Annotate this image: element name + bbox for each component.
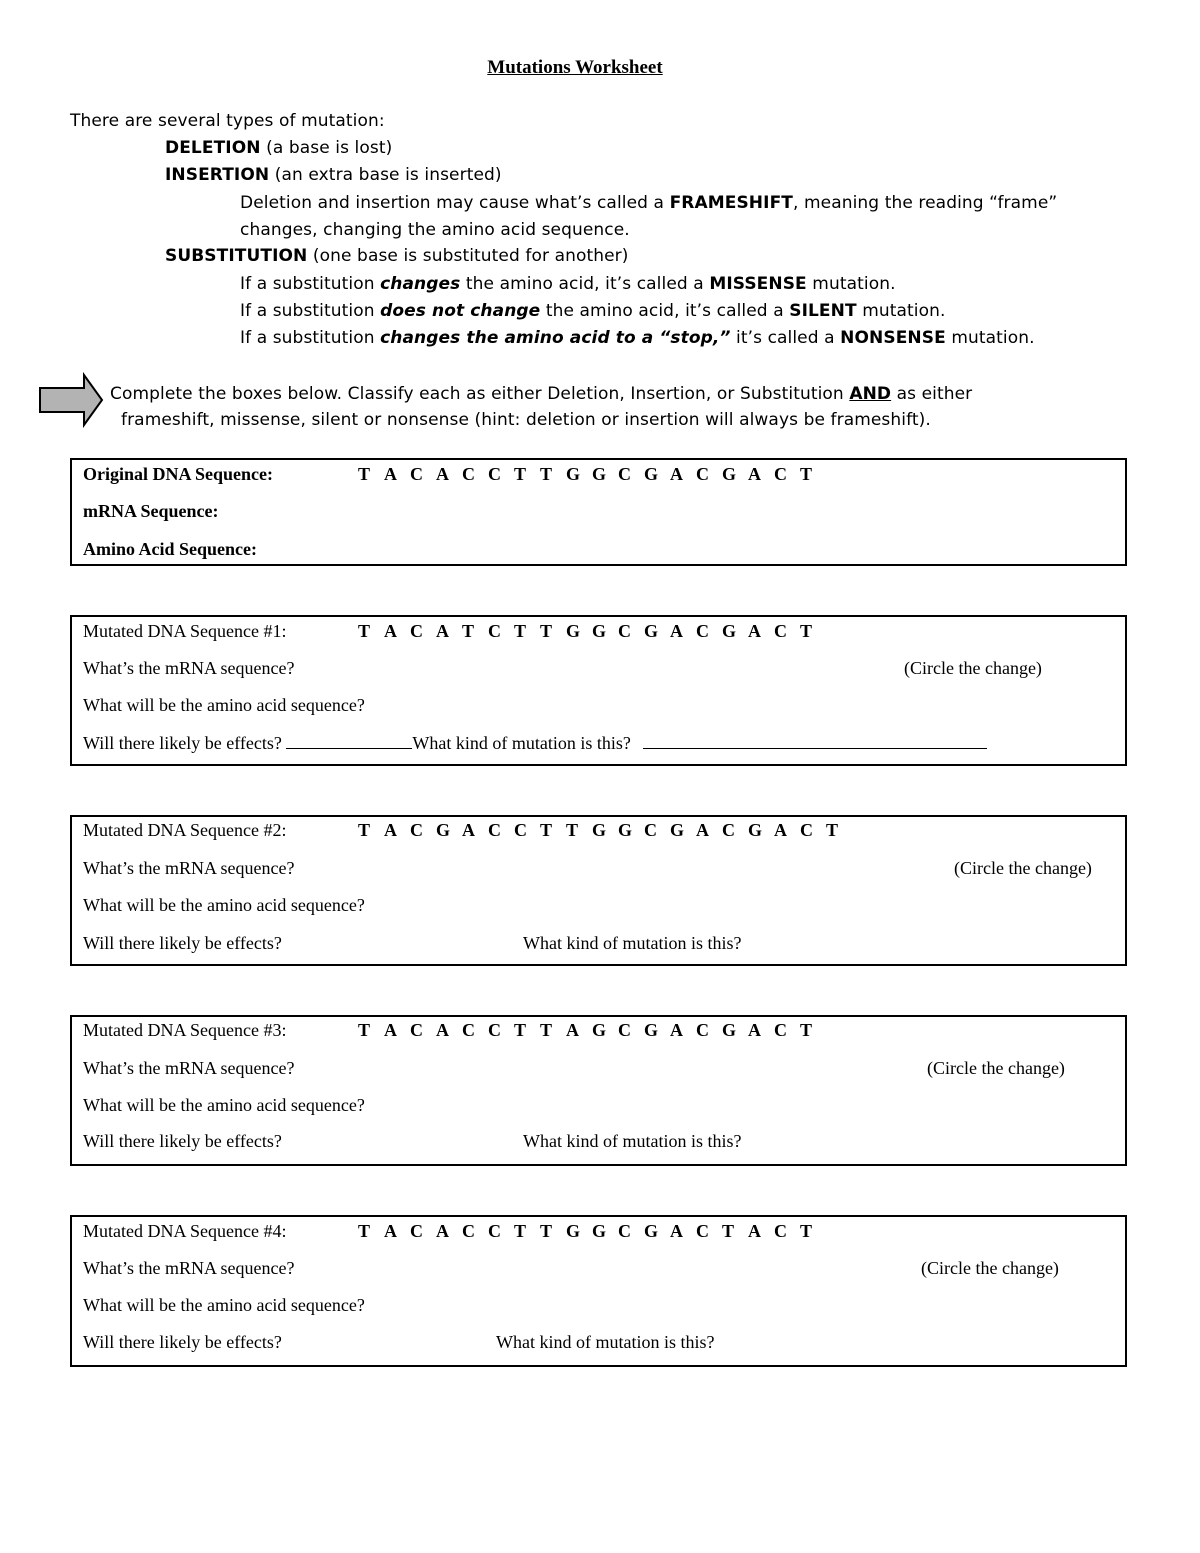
original-sequence-box <box>70 458 1127 566</box>
dna-base: C <box>774 1221 788 1241</box>
dna-base: T <box>722 1221 735 1241</box>
dna-base: G <box>644 464 659 484</box>
kind-question: What kind of mutation is this? <box>412 733 631 753</box>
nonsense-term: NONSENSE <box>840 328 946 348</box>
instructions-pre: Complete the boxes below. Classify each as either Deletion, Insertion, or Substitution <box>110 384 850 404</box>
amino-question: What will be the amino acid sequence? <box>83 1295 365 1315</box>
instructions-post: as either <box>891 384 973 404</box>
mrna-question: What’s the mRNA sequence? <box>83 1058 295 1078</box>
substitution-desc: (one base is substituted for another) <box>307 246 629 266</box>
dna-base: T <box>514 1221 527 1241</box>
dna-base: G <box>748 820 763 840</box>
mutation-box-3 <box>70 1015 1127 1166</box>
dna-base: A <box>384 464 398 484</box>
missense-pre: If a substitution <box>240 274 381 294</box>
dna-base: A <box>748 621 762 641</box>
dna-base: C <box>800 820 814 840</box>
dna-base: C <box>488 621 502 641</box>
dna-base: A <box>670 1221 684 1241</box>
original-dna-label: Original DNA Sequence: <box>83 464 274 484</box>
dna-base: C <box>410 820 424 840</box>
dna-base: G <box>566 464 581 484</box>
dna-base: A <box>670 621 684 641</box>
circle-change-hint: (Circle the change) <box>921 1258 1059 1278</box>
frameshift-post: , meaning the reading “frame” <box>792 193 1058 213</box>
dna-base: G <box>592 820 607 840</box>
dna-base: T <box>566 820 579 840</box>
dna-base: C <box>618 621 632 641</box>
frameshift-definition-line2: changes, changing the amino acid sequence. <box>240 220 630 240</box>
kind-blank[interactable] <box>643 732 987 749</box>
dna-base: T <box>800 464 813 484</box>
dna-base: A <box>748 464 762 484</box>
dna-base: G <box>644 1020 659 1040</box>
dna-base: G <box>566 621 581 641</box>
worksheet-title: Mutations Worksheet <box>487 57 663 78</box>
mutated-dna-sequence <box>358 621 826 642</box>
missense-mid: the amino acid, it’s called a <box>460 274 710 294</box>
missense-term: MISSENSE <box>709 274 807 294</box>
dna-base: G <box>592 621 607 641</box>
dna-base: G <box>644 621 659 641</box>
dna-base: A <box>384 621 398 641</box>
dna-base: C <box>618 1221 632 1241</box>
dna-base: G <box>436 820 451 840</box>
substitution-term: SUBSTITUTION <box>165 246 308 266</box>
dna-base: C <box>488 464 502 484</box>
mrna-question: What’s the mRNA sequence? <box>83 658 295 678</box>
dna-base: T <box>540 464 553 484</box>
mutation-label: Mutated DNA Sequence #3: <box>83 1020 287 1040</box>
dna-base: A <box>462 820 476 840</box>
dna-base: T <box>540 820 553 840</box>
dna-base: C <box>696 1020 710 1040</box>
dna-base: C <box>644 820 658 840</box>
dna-base: G <box>592 1221 607 1241</box>
dna-base: C <box>696 464 710 484</box>
dna-base: G <box>722 464 737 484</box>
mutation-box-4 <box>70 1215 1127 1367</box>
insertion-desc: (an extra base is inserted) <box>269 165 502 185</box>
dna-base: G <box>644 1221 659 1241</box>
dna-base: T <box>800 1020 813 1040</box>
effects-question: Will there likely be effects? <box>83 1131 282 1151</box>
circle-change-hint: (Circle the change) <box>904 658 1042 678</box>
dna-base: C <box>462 464 476 484</box>
dna-base: T <box>358 820 371 840</box>
frameshift-term: FRAMESHIFT <box>669 193 793 213</box>
effects-blank[interactable] <box>286 732 412 749</box>
mutated-dna-sequence <box>358 1221 826 1242</box>
dna-base: T <box>800 621 813 641</box>
right-arrow-icon <box>38 372 106 428</box>
mrna-question: What’s the mRNA sequence? <box>83 858 295 878</box>
original-amino-label: Amino Acid Sequence: <box>83 539 258 559</box>
dna-base: C <box>722 820 736 840</box>
dna-base: C <box>696 1221 710 1241</box>
dna-base: C <box>488 1221 502 1241</box>
dna-base: C <box>618 1020 632 1040</box>
dna-base: T <box>462 621 475 641</box>
dna-base: G <box>618 820 633 840</box>
dna-base: C <box>514 820 528 840</box>
silent-term: SILENT <box>789 301 857 321</box>
missense-emphasis: changes <box>380 274 461 294</box>
dna-base: C <box>618 464 632 484</box>
dna-base: T <box>358 621 371 641</box>
effects-question: Will there likely be effects? <box>83 933 282 953</box>
dna-base: A <box>670 1020 684 1040</box>
silent-mid: the amino acid, it’s called a <box>540 301 790 321</box>
dna-base: A <box>696 820 710 840</box>
dna-base: A <box>436 1221 450 1241</box>
original-dna-sequence <box>358 464 826 485</box>
dna-base: A <box>566 1020 580 1040</box>
frameshift-definition <box>240 193 1057 213</box>
nonsense-mid: it’s called a <box>730 328 841 348</box>
instructions-line2: frameshift, missense, silent or nonsense (hint: deletion or insertion will always be frameshift). <box>121 410 931 430</box>
dna-base: T <box>514 464 527 484</box>
silent-emphasis: does not change <box>380 301 541 321</box>
mrna-question: What’s the mRNA sequence? <box>83 1258 295 1278</box>
dna-base: C <box>774 1020 788 1040</box>
mutated-dna-sequence <box>358 820 852 841</box>
dna-base: T <box>540 621 553 641</box>
dna-base: C <box>462 1221 476 1241</box>
mutation-label: Mutated DNA Sequence #4: <box>83 1221 287 1241</box>
intro-lead: There are several types of mutation: <box>70 111 385 131</box>
effects-row <box>83 732 987 754</box>
instructions-line1 <box>110 384 972 404</box>
effects-question: Will there likely be effects? <box>83 1332 282 1352</box>
nonsense-definition <box>240 328 1035 348</box>
dna-base: A <box>436 464 450 484</box>
deletion-term: DELETION <box>165 138 261 158</box>
dna-base: A <box>436 621 450 641</box>
original-mrna-label: mRNA Sequence: <box>83 501 219 521</box>
dna-base: C <box>410 1020 424 1040</box>
dna-base: C <box>410 1221 424 1241</box>
dna-base: T <box>358 1221 371 1241</box>
dna-base: T <box>540 1020 553 1040</box>
missense-definition <box>240 274 896 294</box>
dna-base: G <box>592 1020 607 1040</box>
dna-base: C <box>410 621 424 641</box>
deletion-definition <box>165 138 392 158</box>
dna-base: C <box>462 1020 476 1040</box>
frameshift-pre: Deletion and insertion may cause what’s called a <box>240 193 670 213</box>
effects-question: Will there likely be effects? <box>83 733 282 753</box>
kind-question: What kind of mutation is this? <box>523 933 742 953</box>
mutated-dna-sequence <box>358 1020 826 1041</box>
dna-base: A <box>384 1221 398 1241</box>
kind-question: What kind of mutation is this? <box>523 1131 742 1151</box>
dna-base: A <box>436 1020 450 1040</box>
amino-question: What will be the amino acid sequence? <box>83 695 365 715</box>
dna-base: T <box>514 621 527 641</box>
insertion-definition <box>165 165 502 185</box>
dna-base: C <box>410 464 424 484</box>
insertion-term: INSERTION <box>165 165 270 185</box>
dna-base: G <box>566 1221 581 1241</box>
dna-base: A <box>748 1221 762 1241</box>
dna-base: C <box>488 820 502 840</box>
dna-base: C <box>774 621 788 641</box>
dna-base: T <box>358 464 371 484</box>
dna-base: C <box>488 1020 502 1040</box>
nonsense-post: mutation. <box>945 328 1035 348</box>
dna-base: A <box>774 820 788 840</box>
dna-base: A <box>384 820 398 840</box>
dna-base: G <box>722 1020 737 1040</box>
mutation-box-1 <box>70 615 1127 766</box>
dna-base: G <box>670 820 685 840</box>
dna-base: T <box>826 820 839 840</box>
substitution-definition <box>165 246 628 266</box>
dna-base: T <box>514 1020 527 1040</box>
deletion-desc: (a base is lost) <box>260 138 393 158</box>
dna-base: A <box>670 464 684 484</box>
dna-base: C <box>696 621 710 641</box>
silent-pre: If a substitution <box>240 301 381 321</box>
mutation-label: Mutated DNA Sequence #1: <box>83 621 287 641</box>
dna-base: A <box>748 1020 762 1040</box>
dna-base: T <box>358 1020 371 1040</box>
instructions-and: AND <box>849 384 892 404</box>
nonsense-emphasis: changes the amino acid to a “stop,” <box>380 328 731 348</box>
dna-base: A <box>384 1020 398 1040</box>
dna-base: G <box>722 621 737 641</box>
amino-question: What will be the amino acid sequence? <box>83 895 365 915</box>
dna-base: G <box>592 464 607 484</box>
circle-change-hint: (Circle the change) <box>927 1058 1065 1078</box>
amino-question: What will be the amino acid sequence? <box>83 1095 365 1115</box>
kind-question: What kind of mutation is this? <box>496 1332 715 1352</box>
dna-base: T <box>800 1221 813 1241</box>
silent-definition <box>240 301 945 321</box>
circle-change-hint: (Circle the change) <box>954 858 1092 878</box>
missense-post: mutation. <box>806 274 896 294</box>
mutation-label: Mutated DNA Sequence #2: <box>83 820 287 840</box>
silent-post: mutation. <box>856 301 946 321</box>
mutation-box-2 <box>70 815 1127 966</box>
nonsense-pre: If a substitution <box>240 328 381 348</box>
dna-base: T <box>540 1221 553 1241</box>
dna-base: C <box>774 464 788 484</box>
